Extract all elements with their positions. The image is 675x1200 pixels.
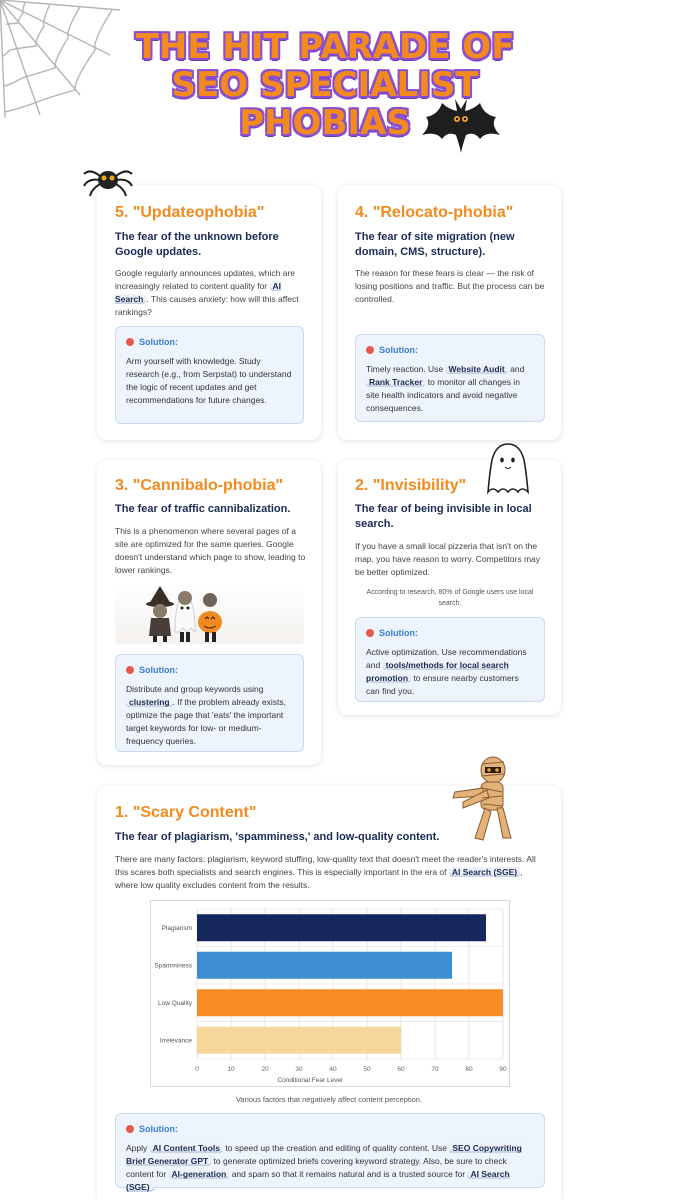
solution-text: Apply AI Content Tools to speed up the creation and editing of quality content. Use SEO Copywriting Brief Generator GPT to generate optimized briefs covering keyword strategy. Also, be sure to check content for AI-generation and spam so that it remains natural and is a trusted source for AI Search (SGE) . <box>126 1143 522 1192</box>
x-tick-label: 20 <box>261 1066 269 1073</box>
y-tick-label: Plagiarism <box>161 924 192 932</box>
solution-text: Arm yourself with knowledge. Study research (e.g., from Serpstat) to understand the logic of recent updates and get recommendations for future changes. <box>126 356 292 405</box>
brief-generator-link[interactable]: SEO Copywriting Brief Generator GPT <box>126 1143 522 1166</box>
solution-label: Solution: <box>139 337 178 347</box>
solution-text: Timely reaction. Use Website Audit and Rank Tracker to monitor all changes in site health indicators and avoid negative consequences. <box>366 364 525 413</box>
x-tick-label: 30 <box>295 1066 303 1073</box>
alert-icon <box>366 346 374 354</box>
card-text: The reason for these fears is clear — the risk of losing positions and traffic. But the process can be controlled. <box>355 268 545 304</box>
halloween-kids-illustration <box>115 584 304 644</box>
solution-label: Solution: <box>139 665 178 675</box>
x-tick-label: 70 <box>431 1066 439 1073</box>
card-subheading: The fear of traffic cannibalization. <box>115 503 291 515</box>
card-heading: 3. "Cannibalo-phobia" <box>115 477 284 494</box>
x-tick-label: 80 <box>465 1066 473 1073</box>
bar-spamminess <box>197 952 452 979</box>
card-text: This is a phenomenon where several pages of a site are optimized for the same queries. Google doesn't understand which page to show, leading to lower rankings. <box>115 526 306 575</box>
clustering-link[interactable]: clustering <box>126 697 173 707</box>
bat-icon <box>418 95 504 157</box>
ai-search-sge-link[interactable]: AI Search (SGE) <box>126 1169 510 1192</box>
fear-level-chart <box>150 900 510 1087</box>
y-tick-label: Spamminess <box>154 962 192 970</box>
ai-generation-link[interactable]: AI-generation <box>169 1169 230 1179</box>
x-tick-label: 60 <box>397 1066 405 1073</box>
card-subheading: The fear of site migration (new domain, CMS, structure). <box>355 231 515 258</box>
solution-box <box>115 1113 545 1192</box>
website-audit-link[interactable]: Website Audit <box>446 364 508 374</box>
ai-search-sge-link[interactable]: AI Search (SGE) <box>449 867 520 877</box>
x-tick-label: 0 <box>195 1066 199 1073</box>
card-text: If you have a small local pizzeria that isn't on the map, you have reason to worry. Competitors may be better optimized. <box>355 541 541 577</box>
card-heading: 2. "Invisibility" <box>355 477 467 494</box>
y-tick-label: Low Quality <box>158 999 192 1007</box>
ai-search-link[interactable]: AI Search <box>115 281 282 304</box>
card-heading: 1. "Scary Content" <box>115 804 257 821</box>
alert-icon <box>126 1125 134 1133</box>
card-text: Google regularly announces updates, which are increasingly related to content quality for AI Search . This causes anxiety: how will this affect rankings? <box>115 268 299 317</box>
solution-box <box>355 334 545 422</box>
x-tick-label: 10 <box>227 1066 235 1073</box>
bar-low-quality <box>197 989 503 1016</box>
card-subheading: The fear of the unknown before Google updates. <box>115 231 279 258</box>
bar-chart <box>151 901 509 1086</box>
page-title: THE HIT PARADE OF SEO SPECIALIST PHOBIAS <box>135 27 515 143</box>
solution-text: Active optimization. Use recommendations and tools/methods for local search promotion to ensure nearby customers can find you. <box>366 647 527 696</box>
bar-irrelevance <box>197 1027 401 1054</box>
chart-caption: Various factors that negatively affect content perception. <box>235 1095 423 1104</box>
x-tick-label: 50 <box>363 1066 371 1073</box>
card-subheading: The fear of being invisible in local search. <box>355 503 532 530</box>
solution-box <box>115 326 304 424</box>
local-search-link[interactable]: tools/methods for local search promotion <box>366 660 509 683</box>
spider-icon <box>82 158 134 198</box>
solution-box <box>115 654 304 752</box>
rank-tracker-link[interactable]: Rank Tracker <box>366 377 425 387</box>
card-heading: 4. "Relocato-phobia" <box>355 204 514 221</box>
card-subheading: The fear of plagiarism, 'spamminess,' and low-quality content. <box>115 831 440 843</box>
card-text: There are many factors: plagiarism, keyword stuffing, low-quality text that doesn't meet the reader's interests. All this scares both specialists and search engines. This is especially important in the era of AI Search (SGE) , where low quality excludes content from the results. <box>115 854 536 890</box>
solution-label: Solution: <box>379 345 418 355</box>
solution-text: Distribute and group keywords using clustering . If the problem already exists, optimize the page that 'eats' the important target keywords for low- or medium-frequency queries. <box>126 684 287 746</box>
bar-plagiarism <box>197 914 486 941</box>
x-axis-label: Conditional Fear Level <box>277 1077 343 1084</box>
x-tick-label: 90 <box>499 1066 507 1073</box>
spider-web-icon <box>0 0 125 120</box>
costume-characters-icon <box>115 584 304 644</box>
alert-icon <box>366 629 374 637</box>
alert-icon <box>126 338 134 346</box>
research-note: According to research, 80% of Google users use local search. <box>366 589 534 607</box>
solution-box <box>355 617 545 702</box>
alert-icon <box>126 666 134 674</box>
solution-label: Solution: <box>139 1124 178 1134</box>
solution-label: Solution: <box>379 628 418 638</box>
x-tick-label: 40 <box>329 1066 337 1073</box>
y-tick-label: Irrelevance <box>159 1037 192 1045</box>
ai-content-tools-link[interactable]: AI Content Tools <box>150 1143 223 1153</box>
card-heading: 5. "Updateophobia" <box>115 204 265 221</box>
